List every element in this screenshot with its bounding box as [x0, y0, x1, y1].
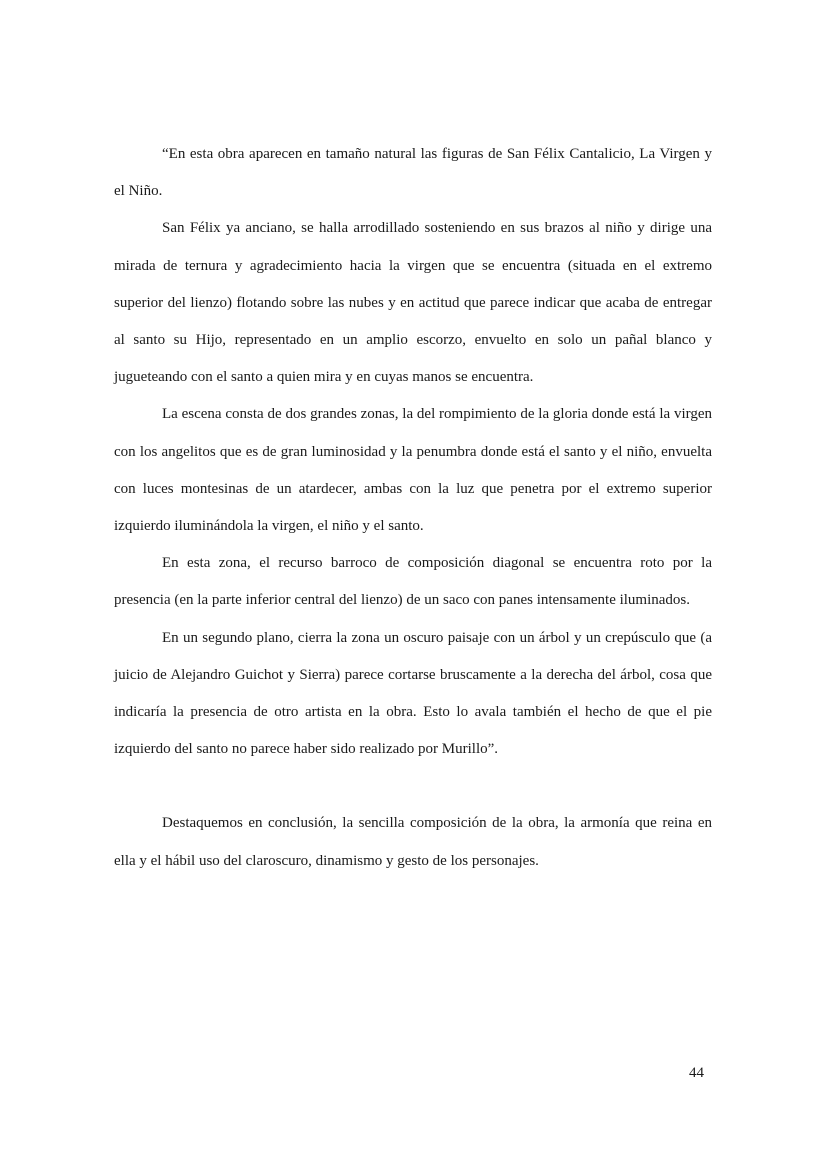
paragraph-spacer — [114, 768, 712, 805]
paragraph-intro: “En esta obra aparecen en tamaño natural las figuras de San Félix Cantalicio, La Virgen y el Niño. — [114, 146, 712, 200]
paragraph-segundo-plano: En un segundo plano, cierra la zona un oscuro paisaje con un árbol y un crepúsculo que (a juicio de Alejandro Guichot y Sierra) parece cortarse bruscamente a la derecha del árbol, cosa que indicaría la presencia de otro artista en la obra. Esto lo avala también el hecho de que el pie izquierdo del santo no parece haber sido realizado por Murillo”. — [114, 629, 712, 758]
paragraph-conclusion: Destaquemos en conclusión, la sencilla composición de la obra, la armonía que reina en ella y el hábil uso del claroscuro, dinamismo y gesto de los personajes. — [114, 815, 712, 869]
page-number: 44 — [689, 1065, 704, 1081]
document-body — [114, 136, 712, 880]
paragraph-san-felix: San Félix ya anciano, se halla arrodillado sosteniendo en sus brazos al niño y dirige una mirada de ternura y agradecimiento hacia la virgen que se encuentra (situada en el extremo superior del lienzo) flotando sobre las nubes y en actitud que parece indicar que acaba de entregar al santo su Hijo, representado en un amplio escorzo, envuelto en solo un pañal blanco y jugueteando con el santo a quien mira y en cuyas manos se encuentra. — [114, 220, 712, 386]
paragraph-zona: En esta zona, el recurso barroco de composición diagonal se encuentra roto por la presencia (en la parte inferior central del lienzo) de un saco con panes intensamente iluminados. — [114, 555, 712, 609]
paragraph-escena: La escena consta de dos grandes zonas, la del rompimiento de la gloria donde está la virgen con los angelitos que es de gran luminosidad y la penumbra donde está el santo y el niño, envuelta con luces montesinas de un atardecer, ambas con la luz que penetra por el extremo superior izquierdo iluminándola la virgen, el niño y el santo. — [114, 406, 712, 535]
